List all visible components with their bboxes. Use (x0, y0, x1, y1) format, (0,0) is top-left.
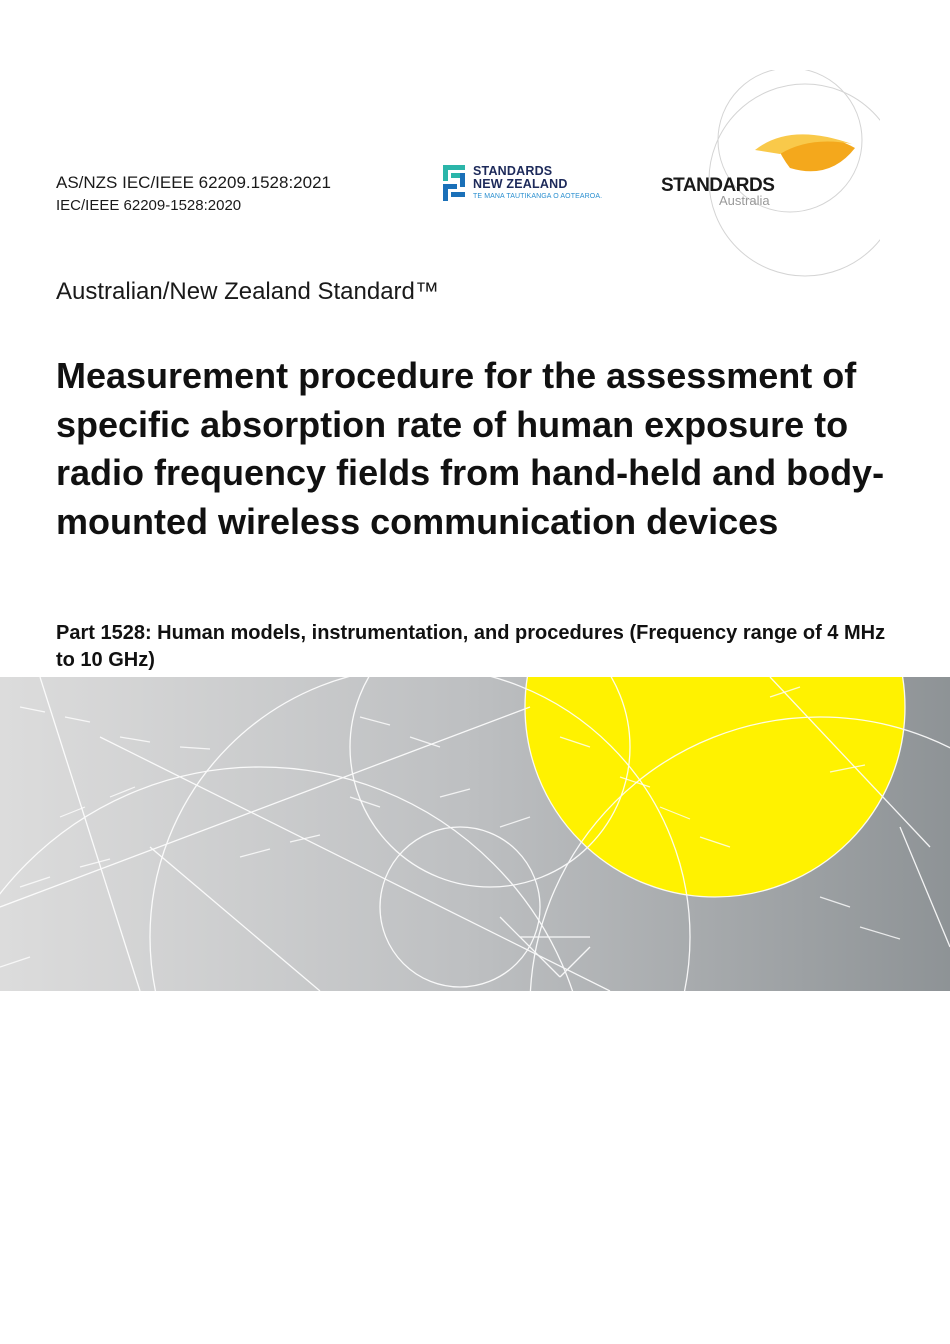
document-kind: Australian/New Zealand Standard™ (56, 278, 439, 305)
snz-mark-icon (443, 165, 465, 201)
sa-logo-word2: Australia (719, 193, 770, 208)
snz-logo-line2: NEW ZEALAND (473, 177, 568, 191)
standard-number-secondary: IEC/IEEE 62209-1528:2020 (56, 197, 242, 214)
standards-new-zealand-logo (443, 165, 643, 205)
document-subtitle: Part 1528: Human models, instrumentation, and procedures (Frequency range of 4 MHz to 10 GHz) (56, 622, 886, 671)
document-title: Measurement procedure for the assessment of specific absorption rate of human exposure to radio frequency fields from hand-held and body-mounted wireless communication devices (56, 355, 885, 542)
snz-logo-line1: STANDARDS (473, 164, 553, 178)
standard-numbers (56, 172, 331, 216)
snz-logo-tagline: TE MANA TAUTIKANGA O AOTEAROA. (473, 193, 603, 200)
cover-graphic (0, 677, 950, 991)
sa-logo-word1: STANDARDS (661, 175, 775, 196)
standards-australia-logo (640, 70, 880, 285)
standard-number: AS/NZS IEC/IEEE 62209.1528:2021 (56, 173, 332, 192)
